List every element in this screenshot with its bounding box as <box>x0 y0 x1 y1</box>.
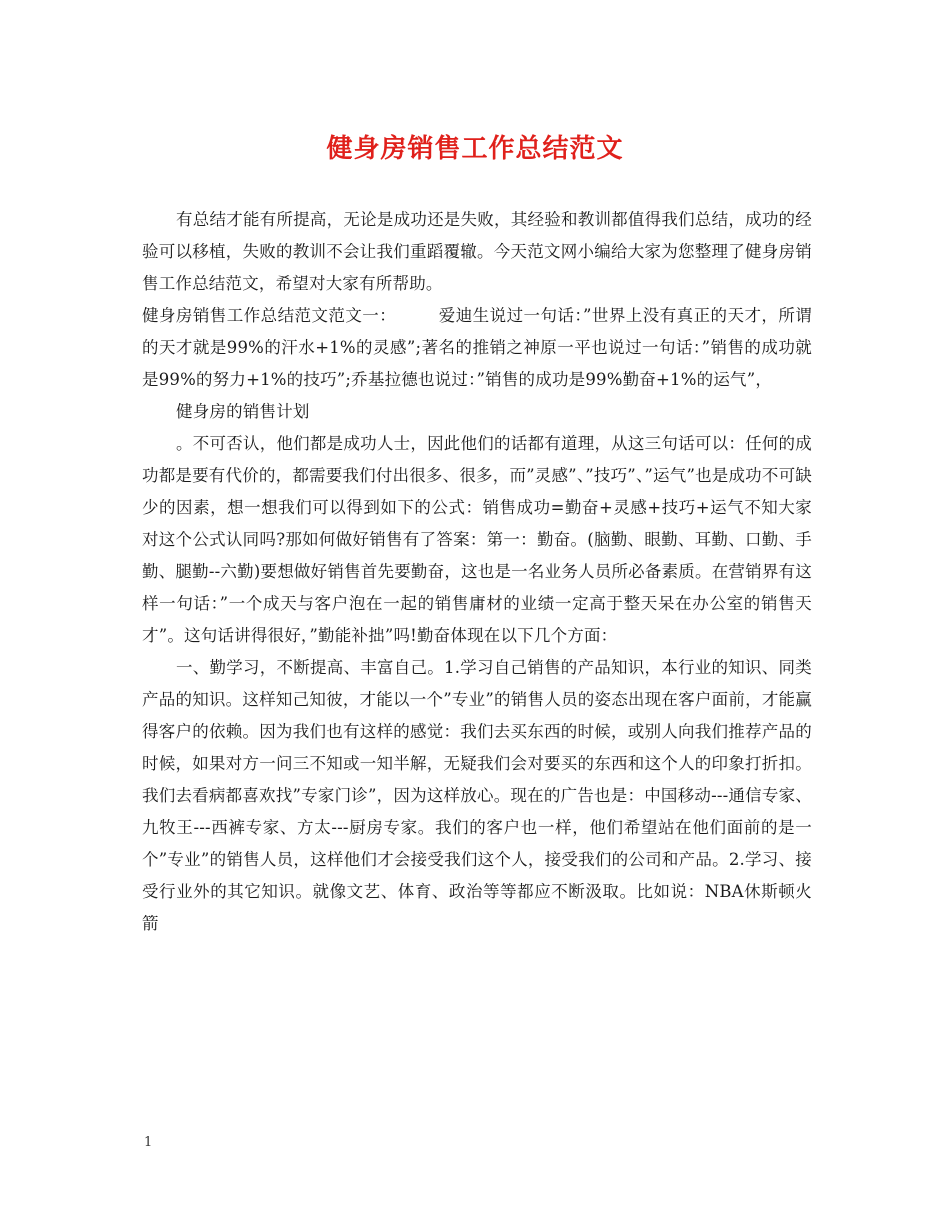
paragraph-sales-plan: 健身房的销售计划 <box>176 402 310 421</box>
paragraph-intro: 有总结才能有所提高，无论是成功还是失败，其经验和教训都值得我们总结，成功的经验可以移植，失败的教训不会让我们重蹈覆辙。今天范文网小编给大家为您整理了健身房销售工作总结范文，希望对大家有所帮助。 <box>142 210 812 293</box>
paragraph-quotes: 健身房销售工作总结范文范文一： 爱迪生说过一句话：”世界上没有真正的天才，所谓的天才就是99%的汗水+1%的灵感”;著名的推销之神原一平也说过一句话：”销售的成功就是99%的努力+1%的技巧”;乔基拉德也说过：”销售的成功是99%勤奋+1%的运气”， <box>142 306 812 389</box>
document-body <box>142 204 812 940</box>
page-number: 1 <box>144 1135 153 1150</box>
paragraph-learning: 一、勤学习，不断提高、丰富自己。1.学习自己销售的产品知识，本行业的知识、同类产品的知识。这样知己知彼，才能以一个”专业”的销售人员的姿态出现在客户面前，才能赢得客户的依赖。因为我们也有这样的感觉：我们去买东西的时候，或别人向我们推荐产品的时候，如果对方一问三不知或一知半解，无疑我们会对要买的东西和这个人的印象打折扣。我们去看病都喜欢找”专家门诊”，因为这样放心。现在的广告也是：中国移动---通信专家、九牧王---西裤专家、方太---厨房专家。我们的客户也一样，他们希望站在他们面前的是一个”专业”的销售人员，这样他们才会接受我们这个人，接受我们的公司和产品。2.学习、接受行业外的其它知识。就像文艺、体育、政治等等都应不断汲取。比如说：NBA休斯顿火箭 <box>142 658 812 933</box>
paragraph-diligence: 。不可否认，他们都是成功人士，因此他们的话都有道理，从这三句话可以：任何的成功都是要有代价的，都需要我们付出很多、很多，而”灵感”、”技巧”、”运气”也是成功不可缺少的因素，想一想我们可以得到如下的公式：销售成功=勤奋+灵感+技巧+运气不知大家对这个公式认同吗?那如何做好销售有了答案：第一：勤奋。(脑勤、眼勤、耳勤、口勤、手勤、腿勤--六勤)要想做好销售首先要勤奋，这也是一名业务人员所必备素质。在营销界有这样一句话：”一个成天与客户泡在一起的销售庸材的业绩一定高于整天呆在办公室的销售天才”。这句话讲得很好，”勤能补拙”吗!勤奋体现在以下几个方面： <box>142 434 812 645</box>
document-title: 健身房销售工作总结范文 <box>326 134 624 164</box>
